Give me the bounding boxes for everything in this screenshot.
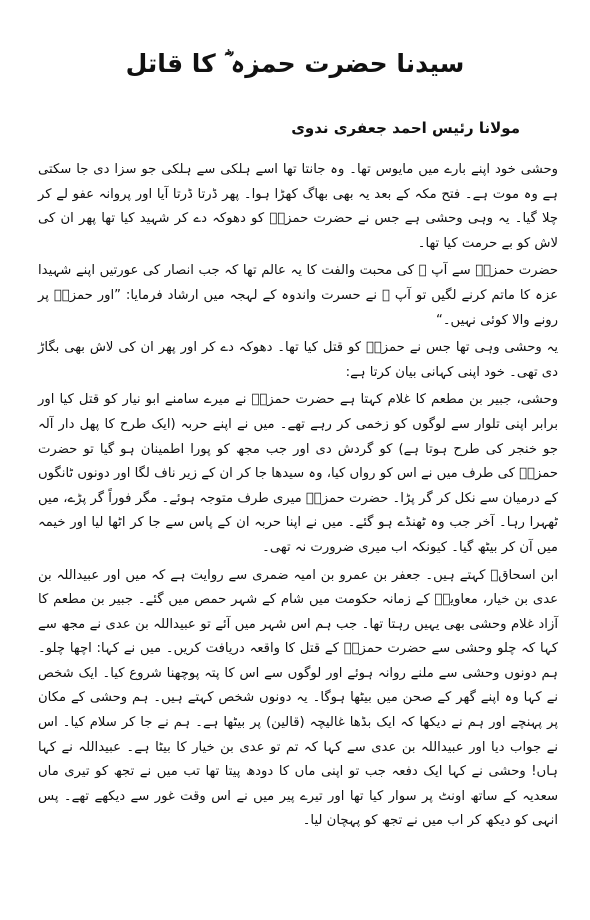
author-byline: مولانا رئیس احمد جعفری ندوی <box>291 119 520 137</box>
article-title: سیدنا حضرت حمزہ ؓ کا قاتل <box>125 49 465 78</box>
paragraph: وحشی، جبیر بن مطعم کا غلام کہتا ہے حضرت حمزہؓ نے میرے سامنے ابو نیار کو قتل کیا اور برابر اپنی تلوار سے لوگوں کو زخمی کر رہے تھے۔ میں نے اپنے حربہ (ایک طرح کا پھل دار آلہ جو خنجر کی طرح ہوتا ہے) کو گردش دی اور جب مجھ کو پورا اطمینان ہو گیا تو حضرت حمزہؓ کی طرف میں نے اس کو رواں کیا، وہ سیدھا جا کر ان کے زیر ناف لگا اور دونوں ٹانگوں کے درمیان سے نکل کر گر پڑا۔ حضرت حمزہؓ میری طرف متوجہ ہوئے۔ مگر فوراً گر پڑے، میں ٹھہرا رہا۔ آخر جب وہ ٹھنڈے ہو گئے۔ میں نے اپنا حربہ ان کے پاس سے جا کر اٹھا لیا اور خیمہ میں آن کر بیٹھ گیا۔ کیونکہ اب میری ضرورت نہ تھی۔ <box>38 392 558 555</box>
paragraph: یہ وحشی وہی تھا جس نے حمزہؓ کو قتل کیا تھا۔ دھوکہ دے کر اور پھر ان کی لاش بھی بگاڑ دی تھی۔ خود اپنی کہانی بیان کرتا ہے: <box>38 340 558 380</box>
paragraph: حضرت حمزہؓ سے آپ ﷺ کی محبت والفت کا یہ عالم تھا کہ جب انصار کی عورتیں اپنے شہیدا عزہ کا ماتم کرنے لگیں تو آپ ﷺ نے حسرت واندوہ کے لہجہ میں ارشاد فرمایا: ”اور حمزہؓ پر رونے والا کوئی نہیں۔“ <box>38 263 558 328</box>
paragraph: وحشی خود اپنے بارے میں مایوس تھا۔ وہ جانتا تھا اسے ہلکی سے ہلکی جو سزا دی جا سکتی ہے وہ موت ہے۔ فتح مکہ کے بعد یہ بھی بھاگ کھڑا ہوا۔ پھر ڈرتا ڈرتا آیا اور پروانہ عفو لے کر چلا گیا۔ یہ وہی وحشی ہے جس نے حضرت حمزہؓ کو دھوکہ دے کر شہید کیا تھا پھر ان کی لاش کو بے حرمت کیا تھا۔ <box>38 162 558 251</box>
paragraph: ابن اسحاقؒ کہتے ہیں۔ جعفر بن عمرو بن امیہ ضمری سے روایت ہے کہ میں اور عبیداللہ بن عدی بن خیار، معاویہؓ کے زمانہ حکومت میں شام کے شہر حمص میں گئے۔ جبیر بن مطعم کا آزاد غلام وحشی بھی یہیں رہتا تھا۔ جب ہم اس شہر میں آئے تو عبیداللہ بن عدی نے مجھ سے کہا کہ چلو وحشی سے حضرت حمزہؓ کے قتل کا واقعہ دریافت کریں۔ میں نے کہا: اچھا چلو۔ ہم دونوں وحشی سے ملنے روانہ ہوئے اور لوگوں سے اس کا پتہ پوچھنا شروع کیا۔ ایک شخص نے کہا وہ اپنے گھر کے صحن میں بیٹھا ہوگا۔ یہ دونوں شخص کہتے ہیں۔ ہم وحشی کے مکان پر پہنچے اور ہم نے دیکھا کہ ایک بڈھا غالیچہ (قالین) پر بیٹھا ہے۔ ہم نے جا کر سلام کیا۔ اس نے جواب دیا اور عبیداللہ بن عدی سے کہا کہ تم تو عدی بن خیار کا بیٹا ہے۔ عبیداللہ نے کہا ہاں! وحشی نے کہا ایک دفعہ جب تو اپنی ماں کا دودھ پیتا تھا تب میں نے تجھ کو تیری ماں سعدیہ کے ساتھ اونٹ پر سوار کیا تھا اور تیرے پیر میں نے اس وقت غور سے دیکھے تھے۔ پس انہی کو دیکھ کر اب میں نے تجھ کو پہچان لیا۔ <box>38 567 558 829</box>
article-body <box>38 158 558 837</box>
